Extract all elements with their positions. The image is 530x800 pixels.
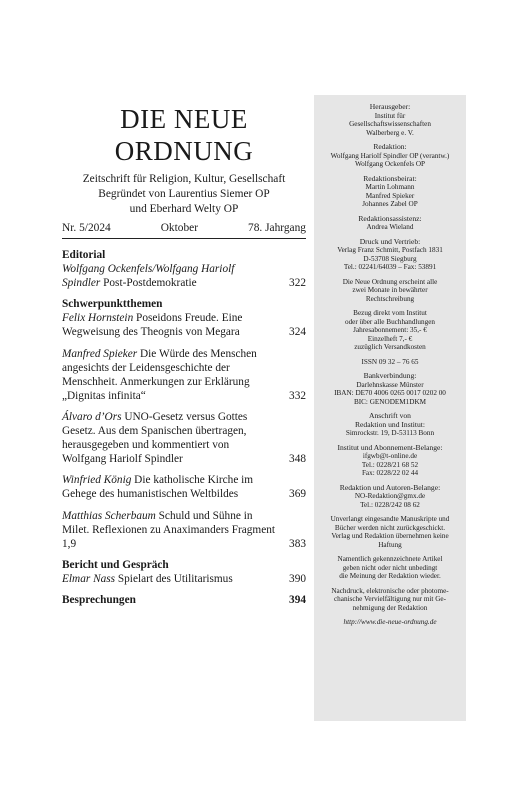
title-line-1: DIE NEUE [120,104,248,134]
subtitle-line-3: und Eberhard Welty OP [129,203,239,215]
toc-title: Schuld und Sühne in Milet. Reflexionen zu Anaximanders Fragment 1,9 [62,509,276,550]
imprint-line: Verlag und Redaktion übernehmen keine [331,532,449,540]
imprint-frequency [314,278,466,304]
imprint-line: nehmigung der Redaktion [352,603,428,612]
toc-title: Spielart des Utilitarismus [115,572,233,585]
journal-title [62,103,306,167]
imprint-line: die Meinung der Redaktion wieder. [339,572,441,580]
toc-page: 383 [289,537,306,550]
imprint-heading: Redaktion und Autoren-Belange: [339,482,441,492]
toc-title: Die katholische Kirche im Gehege des humanistischen Weltbildes [62,474,254,501]
toc-entry [62,262,306,290]
section-heading: Bericht und Gespräch [62,558,169,571]
imprint-heading: Anschrift von [369,411,411,420]
imprint-line: Martin Lohmann [365,183,415,191]
imprint-line: IBAN: DE70 4006 0265 0017 0202 00 [334,389,446,397]
imprint-sidebar [314,95,466,721]
imprint-line: Institut für [374,111,406,120]
journal-subtitle [62,172,306,217]
toc-page: 324 [289,326,306,339]
website-url: http://www.die-neue-ordnung.de [343,618,437,626]
imprint-line: Walberberg e. V. [366,128,414,137]
subtitle-line-1: Zeitschrift für Religion, Kultur, Gesellschaft [82,173,286,185]
imprint-institute-contact [314,444,466,478]
imprint-subscription [314,309,466,352]
imprint-line: Gesellschaftswissenschaften [349,120,431,128]
imprint-manuscripts-note [314,515,466,549]
imprint-line: zwei Monate in bewährter [352,286,428,294]
imprint-line: Simrockstr. 19, D-53113 Bonn [345,429,435,437]
imprint-line: zuzüglich Versandkosten [354,343,426,351]
toc-entry [62,593,306,607]
toc-author: Winfried König [62,474,132,487]
imprint-line: Rechtschreibung [365,294,415,303]
imprint-line: Andrea Wieland [366,223,414,231]
imprint-printing [314,238,466,272]
imprint-line: Wolfgang Ockenfels OP [354,160,426,168]
imprint-board [314,175,466,209]
section-heading: Besprechungen [62,593,136,606]
imprint-line: Unverlangt eingesandte Manuskripte und [330,515,450,523]
toc-page: 332 [289,389,306,402]
toc-entry [62,311,306,339]
section-heading: Schwerpunktthemen [62,298,163,311]
toc-title: Post-Postdemokratie [100,277,197,290]
imprint-line: Wolfgang Hariolf Spindler OP (verantw.) [330,151,450,160]
issue-year: 78. Jahrgang [248,222,306,234]
toc-title: UNO-Gesetz versus Gottes Gesetz. Aus dem Spanischen übertragen, herausgegeben und kommentiert von Wolfgang Hariolf Spindler [62,410,248,466]
imprint-line: D-53708 Siegburg [363,254,417,263]
issue-number: Nr. 5/2024 [62,222,111,234]
title-line-2: ORDNUNG [114,136,254,166]
imprint-line: Namentlich gekennzeichnete Artikel [337,555,443,563]
toc-entry [62,473,306,501]
imprint-assistant [314,215,466,232]
toc-page: 348 [289,453,306,466]
imprint-line: Johannes Zabel OP [362,200,418,208]
imprint-line: Jahresabonnement: 35,- € [353,326,427,334]
toc-page: 369 [289,488,306,501]
toc-entry [62,572,306,586]
toc-page: 390 [289,572,306,585]
imprint-line: BIC: GENODEM1DKM [353,397,427,406]
imprint-line: Manfred Spieker [365,191,415,200]
subtitle-line-2: Begründet von Laurentius Siemer OP [98,188,270,200]
issue-line [62,222,306,234]
imprint-line: Bücher werden nicht zurückgeschickt. [334,523,446,532]
toc-title: Die Würde des Menschen angesichts der Leidensgeschichte der Menschheit. Anmerkungen zur Erklärung „Dignitas infinita“ [62,347,257,402]
imprint-email: ifgwb@t-online.de [362,452,418,460]
imprint-email: NO-Redaktion@gmx.de [354,492,426,500]
imprint-line: Bezug direkt vom Institut [353,309,427,317]
imprint-heading: Redaktionsbeirat: [363,173,417,183]
toc-author: Wolfgang Ockenfels/Wolfgang Hariolf Spindler [62,263,235,290]
table-of-contents [62,244,306,614]
imprint-line: Einzelheft 7,- € [367,334,413,343]
imprint-publisher [314,103,466,137]
imprint-editorial-contact [314,484,466,510]
imprint-heading: Herausgeber: [369,102,411,111]
toc-author: Elmar Nass [62,572,116,585]
toc-entry [62,347,306,403]
issue-month: Oktober [160,222,199,234]
imprint-editors [314,143,466,169]
toc-author: Álvaro d’Ors [62,410,122,423]
imprint-heading: Druck und Vertrieb: [359,236,421,246]
imprint-line: Tel.: 0228/21 68 52 [361,460,419,469]
issue-divider [62,238,306,239]
imprint-heading: Institut und Abonnement-Belange: [337,442,443,452]
imprint-line: oder über alle Buchhandlungen [344,317,435,326]
imprint-line: Die Neue Ordnung erscheint alle [342,277,438,286]
toc-entry [62,509,306,551]
imprint-line: chanische Vervielfältigung nur mit Ge- [333,595,447,603]
toc-author: Matthias Scherbaum [62,509,156,522]
toc-title: Poseidons Freude. Eine Wegweisung des Theognis von Megara [62,312,243,339]
imprint-heading: Bankverbindung: [363,371,417,380]
toc-author: Manfred Spieker [62,347,138,360]
toc-page: 394 [289,593,306,606]
toc-entry [62,410,306,466]
toc-page: 322 [289,277,306,290]
imprint-line: Fax: 0228/22 02 44 [361,469,419,477]
section-heading: Editorial [62,249,106,261]
toc-author: Felix Hornstein [62,312,134,325]
imprint-heading: Redaktionsassistenz: [358,213,422,223]
imprint-line: Darlehnskasse Münster [356,380,424,389]
imprint-opinion-note [314,555,466,581]
imprint-line: Nachdruck, elektronische oder photome- [331,586,449,595]
imprint-line: geben nicht oder nicht unbedingt [342,563,438,572]
imprint-bank [314,372,466,406]
imprint-line: Verlag Franz Schmitt, Postfach 1831 [337,246,443,254]
imprint-reprint-note [314,587,466,613]
imprint-issn: ISSN 09 32 – 76 65 [361,357,419,366]
imprint-line: Tel.: 0228/242 08 62 [360,500,420,509]
imprint-heading: Redaktion und Institut: [354,419,426,429]
imprint-line: Tel.: 02241/64039 – Fax: 53891 [343,263,437,271]
imprint-address [314,412,466,438]
imprint-heading: Redaktion: [373,142,407,151]
imprint-line: Haftung [378,540,402,549]
